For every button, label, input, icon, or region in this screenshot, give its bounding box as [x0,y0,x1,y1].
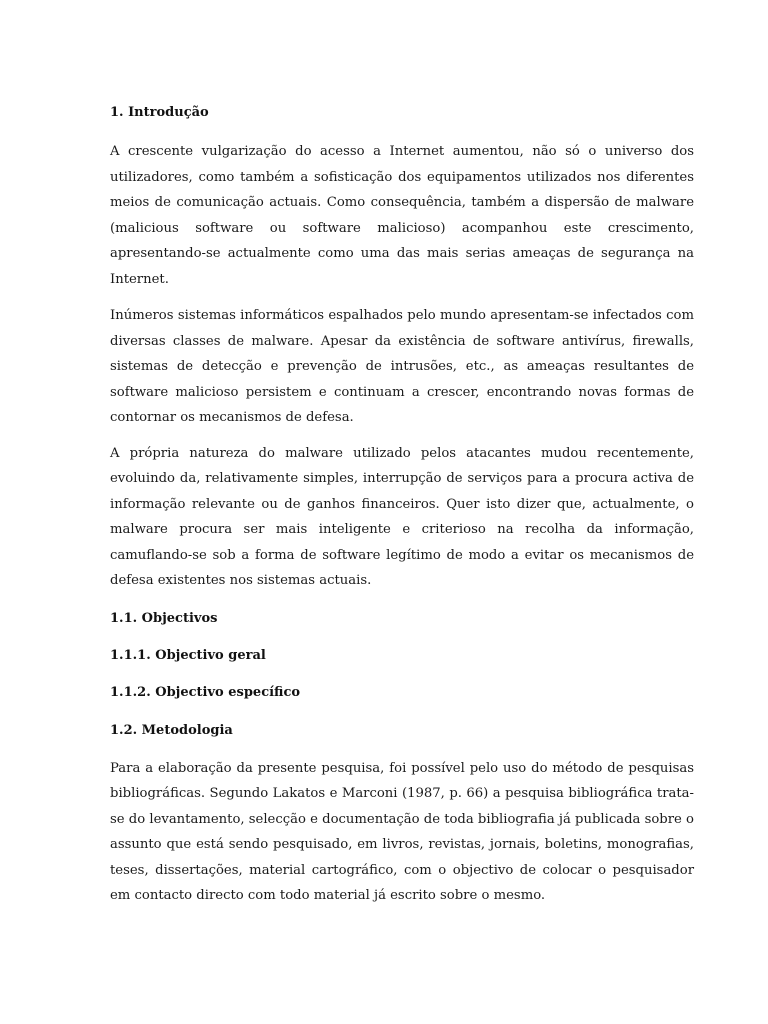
section-heading-objectivos: 1.1. Objectivos [110,610,218,626]
section-heading-metodologia: 1.2. Metodologia [110,722,233,738]
section-heading-introducao: 1. Introdução [110,105,209,120]
section-heading-objectivo-geral: 1.1.1. Objectivo geral [110,647,266,663]
section-heading-objectivo-especifico: 1.1.2. Objectivo específico [110,684,301,700]
paragraph-intro-3: A própria natureza do malware utilizado pelos atacantes mudou recentemente, evoluindo da, relativamente simples, interrupção de serviços para a procura activa de informação relevante ou de ganhos financeiros. Quer isto dizer que, actualmente, o malware procura ser mais inteligente e criterioso na recolha da informação, camuflando-se sob a forma de software legítimo de modo a evitar os mecanismos de defesa existentes nos sistemas actuais. [110,445,694,588]
paragraph-metodologia: Para a elaboração da presente pesquisa, foi possível pelo uso do método de pesquisas bibliográficas. Segundo Lakatos e Marconi (1987, p. 66) a pesquisa bibliográfica trata-se do levantamento, selecção e documentação de toda bibliografia já publicada sobre o assunto que está sendo pesquisado, em livros, revistas, jornais, boletins, monografias, teses, dissertações, material cartográfico, com o objectivo de colocar o pesquisador em contacto directo com todo material já escrito sobre o mesmo. [110,760,694,903]
paragraph-intro-2: Inúmeros sistemas informáticos espalhados pelo mundo apresentam-se infectados com diversas classes de malware. Apesar da existência de software antivírus, firewalls, sistemas de detecção e prevenção de intrusões, etc., as ameaças resultantes de software malicioso persistem e continuam a crescer, encontrando novas formas de contornar os mecanismos de defesa. [110,308,694,425]
document-page [110,104,694,909]
paragraph-intro-1: A crescente vulgarização do acesso a Internet aumentou, não só o universo dos utilizadores, como também a sofisticação dos equipamentos utilizados nos diferentes meios de comunicação actuais. Como consequência, também a dispersão de malware (malicious software ou software malicioso) acompanhou este crescimento, apresentando-se actualmente como uma das mais serias ameaças de segurança na Internet. [110,144,694,287]
